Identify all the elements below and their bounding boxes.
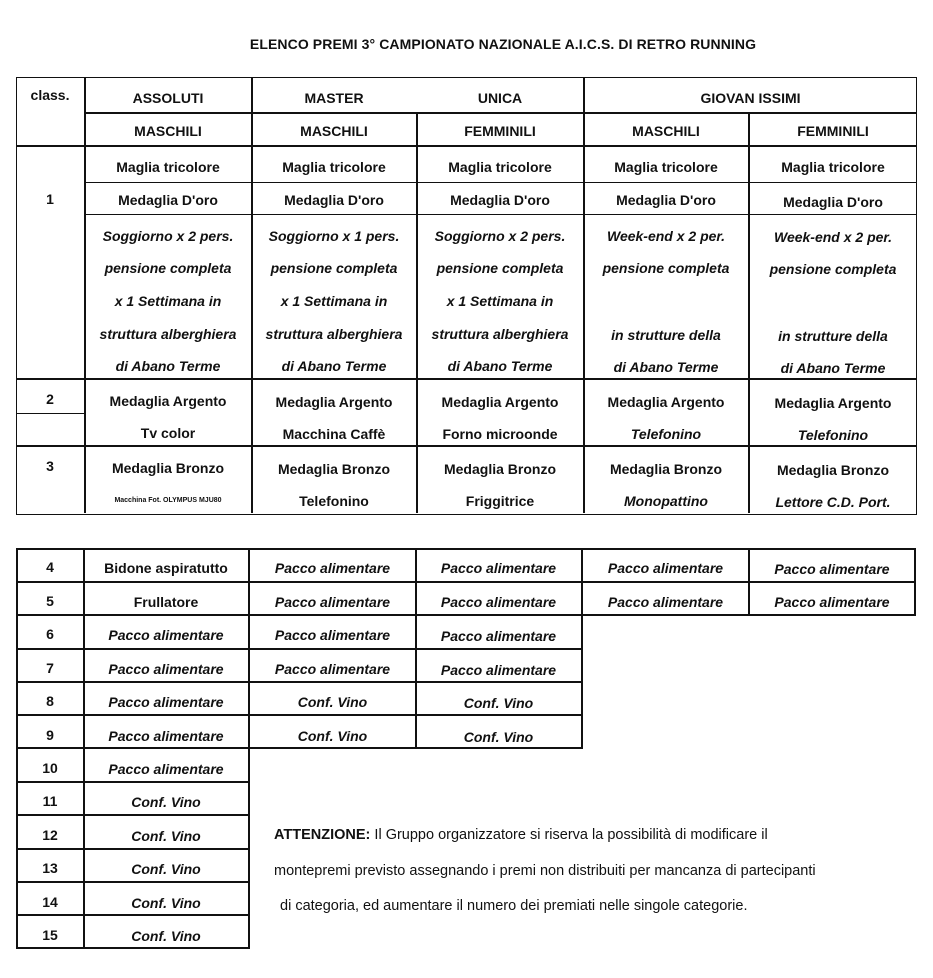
prize-cell: Pacco alimentare: [108, 728, 224, 744]
prize-cell: Pacco alimentare: [108, 761, 224, 777]
notice-line-2: montepremi previsto assegnando i premi non distribuiti per mancanza di partecipanti: [274, 863, 816, 879]
position-label: 14: [42, 894, 58, 910]
group-header-unica: UNICA: [477, 90, 523, 106]
prize-cell: Pacco alimentare: [440, 662, 557, 678]
group-header-assoluti: ASSOLUTI: [132, 90, 204, 106]
prize-cell: Maglia tricolore: [614, 159, 718, 175]
prize-cell: Tv color: [140, 425, 196, 441]
prize-cell: Telefonino: [797, 427, 869, 443]
prize-cell: Medaglia Argento: [607, 394, 725, 410]
prize-cell: Medaglia Argento: [275, 394, 393, 410]
prize-cell: Medaglia D'oro: [616, 192, 716, 208]
stay-line: di Abano Terme: [613, 359, 719, 375]
position-label: 6: [46, 626, 54, 642]
prize-cell: Medaglia D'oro: [284, 192, 384, 208]
prize-cell: Pacco alimentare: [274, 627, 391, 643]
gender-header: MASCHILI: [632, 123, 700, 139]
position-label: 7: [46, 660, 54, 676]
stay-line: pensione completa: [104, 260, 232, 276]
position-label: 10: [42, 760, 58, 776]
prize-cell: Conf. Vino: [297, 728, 368, 744]
prize-cell: Frullatore: [133, 594, 199, 610]
group-header-master: MASTER: [304, 90, 364, 106]
document-title: ELENCO PREMI 3° CAMPIONATO NAZIONALE A.I.C.S. DI RETRO RUNNING: [249, 36, 757, 52]
stay-line: pensione completa: [602, 260, 730, 276]
prize-cell: Maglia tricolore: [282, 159, 386, 175]
prize-cell: Conf. Vino: [131, 794, 201, 810]
prize-cell: Pacco alimentare: [274, 594, 391, 610]
prize-cell: Pacco alimentare: [774, 561, 890, 577]
prize-cell: Medaglia Bronzo: [609, 461, 722, 477]
prize-cell: Medaglia Bronzo: [776, 462, 889, 478]
prize-cell: Medaglia Bronzo: [111, 460, 224, 476]
stay-line: Soggiorno x 2 pers.: [102, 228, 234, 244]
stay-line: Soggiorno x 2 pers.: [434, 228, 566, 244]
prize-cell: Pacco alimentare: [440, 560, 557, 576]
prize-cell: Pacco alimentare: [607, 560, 724, 576]
position-label: 8: [46, 693, 54, 709]
stay-line: pensione completa: [270, 260, 398, 276]
prize-cell: Maglia tricolore: [116, 159, 220, 175]
position-label: 4: [46, 559, 54, 575]
group-header-giovanissimi: GIOVAN ISSIMI: [700, 90, 801, 106]
notice-label: ATTENZIONE:: [274, 827, 371, 843]
prize-cell: Pacco alimentare: [108, 661, 224, 677]
stay-line: x 1 Settimana in: [446, 293, 554, 309]
stay-line: di Abano Terme: [447, 358, 553, 374]
position-1-label: 1: [46, 191, 54, 207]
stay-line: di Abano Terme: [780, 360, 886, 376]
prize-cell: Medaglia Bronzo: [443, 461, 556, 477]
position-label: 13: [42, 860, 58, 876]
prize-cell: Maglia tricolore: [781, 159, 885, 175]
stay-line: struttura alberghiera: [265, 326, 403, 342]
prize-cell: Pacco alimentare: [440, 628, 557, 644]
stay-line: Week-end x 2 per.: [606, 228, 725, 244]
class-column-header: class.: [30, 87, 70, 103]
prize-cell: Medaglia Argento: [774, 395, 892, 411]
position-label: 5: [46, 593, 54, 609]
prize-cell: Medaglia D'oro: [450, 192, 550, 208]
position-label: 9: [46, 727, 54, 743]
prize-cell: Medaglia Argento: [109, 393, 227, 409]
prize-cell: Medaglia Bronzo: [277, 461, 390, 477]
prize-cell: Pacco alimentare: [607, 594, 724, 610]
stay-line: di Abano Terme: [281, 358, 387, 374]
notice-line-3: di categoria, ed aumentare il numero dei premiati nelle singole categorie.: [280, 898, 748, 914]
prize-cell: Conf. Vino: [463, 695, 534, 711]
prize-cell: Pacco alimentare: [440, 594, 557, 610]
prize-cell: Forno microonde: [442, 426, 558, 442]
prize-cell: Medaglia D'oro: [118, 192, 218, 208]
gender-header: FEMMINILI: [464, 123, 536, 139]
notice-text: Il Gruppo organizzatore si riserva la possibilità di modificare il: [374, 827, 768, 843]
prize-cell: Telefonino: [630, 426, 702, 442]
prize-cell: Friggitrice: [465, 493, 535, 509]
gender-header: FEMMINILI: [797, 123, 869, 139]
stay-line: pensione completa: [769, 261, 897, 277]
prize-cell: Pacco alimentare: [274, 661, 391, 677]
gender-header: MASCHILI: [300, 123, 368, 139]
prize-cell: Medaglia D'oro: [783, 194, 883, 210]
position-label: 12: [42, 827, 58, 843]
position-2-label: 2: [46, 391, 54, 407]
prize-cell: Telefonino: [299, 493, 369, 509]
position-label: 11: [42, 793, 58, 809]
notice-line-1: [274, 827, 768, 843]
stay-line: struttura alberghiera: [99, 326, 237, 342]
prize-cell: Conf. Vino: [297, 694, 368, 710]
prize-cell: Conf. Vino: [131, 861, 201, 877]
prize-cell: Conf. Vino: [131, 828, 201, 844]
prize-cell: Conf. Vino: [131, 895, 201, 911]
gender-header: MASCHILI: [134, 123, 202, 139]
prize-cell: Conf. Vino: [463, 729, 534, 745]
stay-line: Soggiorno x 1 pers.: [268, 228, 400, 244]
prize-cell: Bidone aspiratutto: [104, 560, 228, 576]
prize-cell: Pacco alimentare: [774, 594, 890, 610]
stay-line: in strutture della: [611, 327, 721, 343]
prize-cell: Pacco alimentare: [108, 627, 224, 643]
position-3-label: 3: [46, 458, 54, 474]
prize-cell: Lettore C.D. Port.: [775, 494, 891, 510]
prize-cell: Macchina Caffè: [282, 426, 386, 442]
prize-cell: Macchina Fot. OLYMPUS MJU80: [114, 496, 222, 504]
prize-cell: Maglia tricolore: [448, 159, 552, 175]
stay-line: pensione completa: [436, 260, 564, 276]
stay-line: struttura alberghiera: [431, 326, 569, 342]
stay-line: di Abano Terme: [115, 358, 221, 374]
stay-line: x 1 Settimana in: [114, 293, 222, 309]
position-label: 15: [42, 927, 58, 943]
prize-cell: Monopattino: [624, 493, 708, 509]
stay-line: Week-end x 2 per.: [773, 229, 892, 245]
prize-cell: Conf. Vino: [131, 928, 201, 944]
stay-line: x 1 Settimana in: [280, 293, 388, 309]
stay-line: in strutture della: [778, 328, 888, 344]
prize-cell: Pacco alimentare: [274, 560, 391, 576]
prize-cell: Pacco alimentare: [108, 694, 224, 710]
prize-cell: Medaglia Argento: [441, 394, 559, 410]
